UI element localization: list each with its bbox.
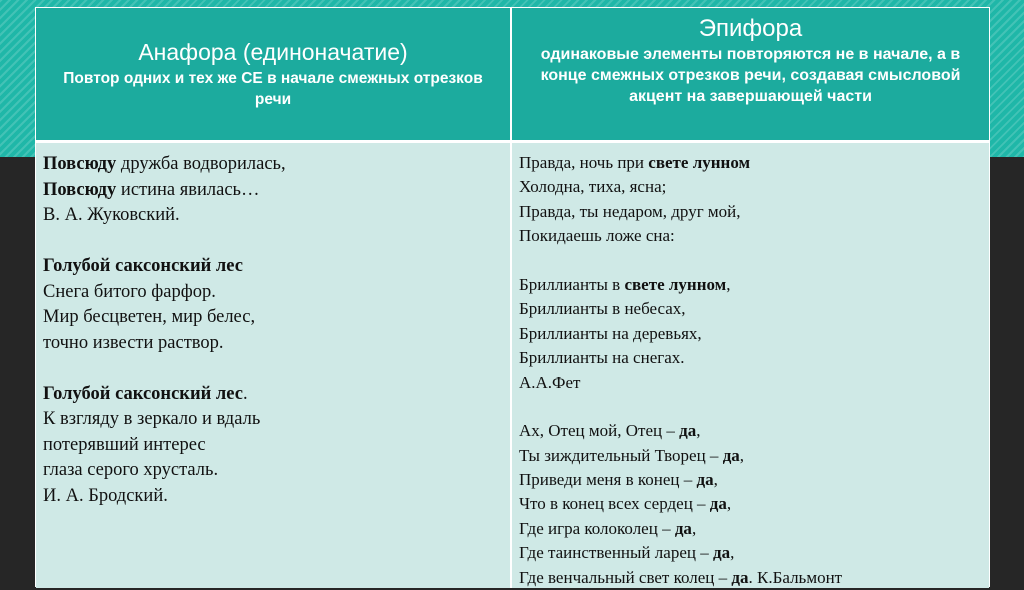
line-text: Ты зиждительный Творец – <box>519 445 723 465</box>
emphasized-text: да <box>674 518 692 538</box>
line-text: Бриллианты на деревьях, <box>519 323 702 343</box>
poem-line <box>43 407 510 433</box>
poem-line <box>519 297 989 321</box>
line-text: точно извести раствор. <box>43 332 224 353</box>
poem-line <box>519 224 989 248</box>
line-text: , <box>726 494 732 514</box>
poem-line <box>43 305 510 331</box>
line-text: истина явилась… <box>116 179 260 200</box>
line-text: Приведи меня в конец – <box>519 470 697 490</box>
line-text: И. А. Бродский. <box>43 485 168 506</box>
poem-line <box>43 203 510 229</box>
comparison-table <box>35 7 990 587</box>
poem-line <box>519 249 989 273</box>
line-text: Мир бесцветен, мир белес, <box>43 307 256 327</box>
line-text: Что в конец всех сердец – <box>519 494 710 514</box>
line-text: . К.Бальмонт <box>748 567 843 587</box>
line-text: Бриллианты в <box>519 274 625 294</box>
line-text: Где игра колоколец – <box>519 518 675 538</box>
header-cell-anaphora <box>36 8 512 140</box>
emphasized-text: Голубой саксонский лес <box>43 383 243 404</box>
emphasized-text: да <box>731 567 749 587</box>
poem-line <box>519 346 989 370</box>
poem-line <box>43 458 510 484</box>
poem-line <box>519 175 989 199</box>
line-text: Правда, ты недаром, друг мой, <box>519 201 741 221</box>
poem-line <box>519 395 989 419</box>
poem-line <box>43 433 510 459</box>
emphasized-text: свете лунном <box>624 274 727 294</box>
anaphora-examples-cell <box>36 143 512 588</box>
anaphora-definition: Повтор одних и тех же СЕ в начале смежных отрезков речи <box>63 70 483 108</box>
line-text: дружба водворилась, <box>116 154 286 174</box>
line-text: Покидаешь ложе сна: <box>519 226 675 246</box>
poem-line <box>43 484 510 510</box>
emphasized-text: да <box>696 470 714 490</box>
line-text: Холодна, тиха, ясна; <box>519 177 667 197</box>
line-text: Бриллианты в небесах, <box>519 299 686 319</box>
poem-line <box>519 468 989 492</box>
poem-line <box>43 356 510 382</box>
poem-line <box>43 280 510 306</box>
poem-line <box>519 273 989 297</box>
emphasized-text: Голубой саксонский лес <box>43 256 243 276</box>
line-text: Правда, ночь при <box>519 153 649 172</box>
poem-line <box>519 566 989 590</box>
line-text: , <box>691 518 697 538</box>
poem-line <box>519 200 989 224</box>
poem-line <box>43 229 510 255</box>
line-text: В. А. Жуковский. <box>43 205 180 225</box>
emphasized-text: Повсюду <box>43 154 117 174</box>
poem-line <box>43 178 510 204</box>
poem-line <box>519 419 989 443</box>
line-text: , <box>696 421 701 441</box>
poem-line <box>519 492 989 516</box>
poem-line <box>519 322 989 346</box>
poem-line <box>43 382 510 408</box>
emphasized-text: да <box>679 421 697 441</box>
line-text: , <box>726 274 731 294</box>
epiphora-title: Эпифора <box>698 15 803 42</box>
epiphora-definition: одинаковые элементы повторяются не в начале, а в конце смежных отрезков речи, создавая смысловой акцент на завершающей части <box>540 46 961 105</box>
poem-line <box>519 151 989 175</box>
line-text: глаза серого хрусталь. <box>43 460 219 480</box>
header-cell-epiphora <box>512 8 989 140</box>
line-text: К взгляду в зеркало и вдаль <box>43 409 261 429</box>
poem-line <box>519 444 989 468</box>
poem-line <box>43 331 510 357</box>
emphasized-text: да <box>712 543 731 563</box>
line-text: , <box>730 543 735 563</box>
line-text: Где таинственный ларец – <box>519 543 713 563</box>
emphasized-text: Повсюду <box>43 179 117 200</box>
line-text: Ах, Отец мой, Отец – <box>519 421 680 441</box>
epiphora-examples-cell <box>512 143 989 588</box>
line-text: , <box>739 445 745 465</box>
line-text: А.А.Фет <box>519 372 581 392</box>
poem-line <box>43 152 510 178</box>
line-text: , <box>713 470 718 490</box>
emphasized-text: да <box>709 494 727 514</box>
line-text: Где венчальный свет колец – <box>519 567 732 587</box>
poem-line <box>519 541 989 565</box>
emphasized-text: да <box>722 445 740 465</box>
poem-line <box>519 517 989 541</box>
line-text: . <box>242 383 248 404</box>
poem-line <box>519 371 989 395</box>
line-text: потерявший интерес <box>43 434 206 455</box>
line-text: Снега битого фарфор. <box>43 281 216 302</box>
line-text: Бриллианты на снегах. <box>519 348 685 368</box>
poem-line <box>43 254 510 280</box>
anaphora-title: Анафора (единоначатие) <box>138 39 408 65</box>
emphasized-text: свете лунном <box>648 153 751 172</box>
